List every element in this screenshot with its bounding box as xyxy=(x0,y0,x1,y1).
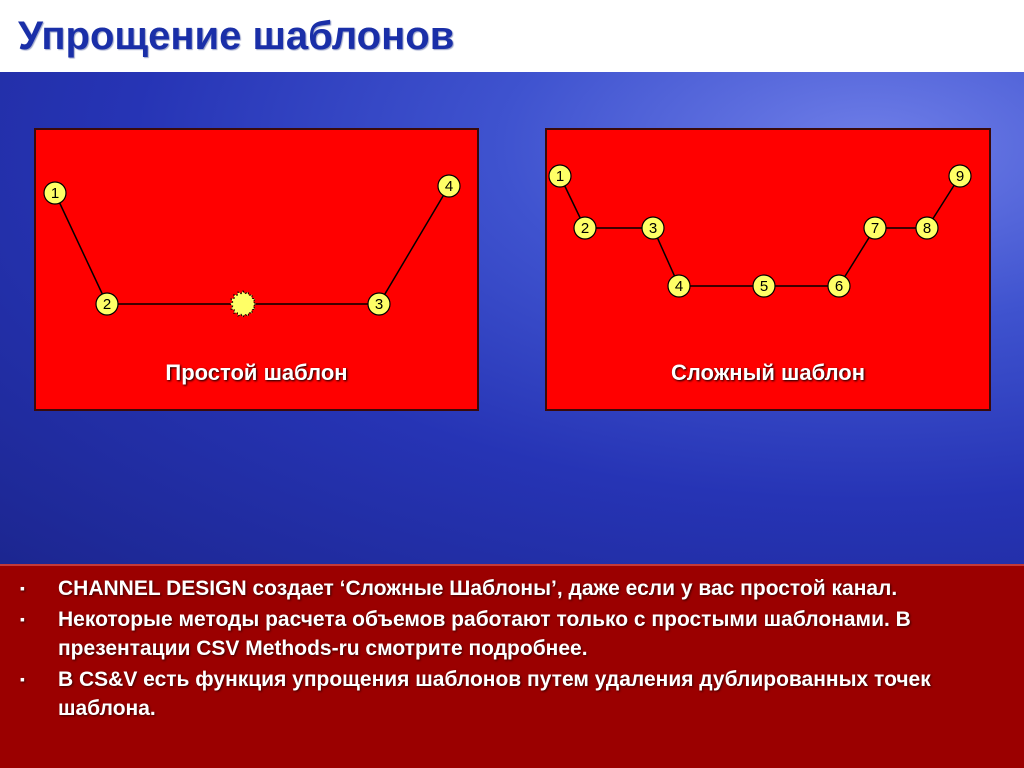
node-label: 1 xyxy=(50,185,60,202)
node-label: 5 xyxy=(759,278,769,295)
node-label: 4 xyxy=(674,278,684,295)
template-edge xyxy=(55,193,107,304)
bullet-item xyxy=(20,605,1010,663)
node-label: 8 xyxy=(922,220,932,237)
template-node xyxy=(44,182,66,204)
template-node xyxy=(828,275,850,297)
bullet-item xyxy=(20,574,1010,603)
complex-template-panel xyxy=(545,128,991,411)
bullet-text: В CS&V есть функция упрощения шаблонов путем удаления дублированных точек шаблона. xyxy=(58,668,931,720)
node-label: 7 xyxy=(870,220,880,237)
diagram-stage xyxy=(0,72,1024,564)
template-node xyxy=(642,217,664,239)
bullet-item xyxy=(20,665,1010,723)
bullet-text: Некоторые методы расчета объемов работают только с простыми шаблонами. В презентации CSV Methods-ru смотрите подробнее. xyxy=(58,608,911,660)
template-edge xyxy=(379,186,449,304)
bullet-marker: ▪ xyxy=(20,580,25,596)
template-node xyxy=(96,293,118,315)
simple-template-panel xyxy=(34,128,479,411)
bullet-marker: ▪ xyxy=(20,611,25,627)
bullet-text: CHANNEL DESIGN создает ‘Сложные Шаблоны’, даже если у вас простой канал. xyxy=(58,577,898,600)
template-node xyxy=(549,165,571,187)
node-label: 4 xyxy=(444,178,454,195)
template-node xyxy=(668,275,690,297)
bullet-list xyxy=(0,564,1024,768)
title-bar xyxy=(0,0,1024,72)
template-node xyxy=(753,275,775,297)
complex-template-caption: Сложный шаблон xyxy=(670,360,866,385)
simple-template-caption: Простой шаблон xyxy=(165,360,348,385)
removed-point-marker xyxy=(230,291,256,317)
node-label: 1 xyxy=(555,168,565,185)
template-node xyxy=(438,175,460,197)
node-label: 3 xyxy=(648,220,658,237)
template-node xyxy=(368,293,390,315)
template-node xyxy=(864,217,886,239)
template-node xyxy=(916,217,938,239)
node-label: 6 xyxy=(834,278,844,295)
node-label: 2 xyxy=(102,296,112,313)
bullet-marker: ▪ xyxy=(20,671,25,687)
template-node xyxy=(949,165,971,187)
node-label: 9 xyxy=(955,168,965,185)
node-label: 2 xyxy=(580,220,590,237)
template-node xyxy=(574,217,596,239)
page-title: Упрощение шаблонов xyxy=(18,14,455,58)
node-label: 3 xyxy=(374,296,384,313)
